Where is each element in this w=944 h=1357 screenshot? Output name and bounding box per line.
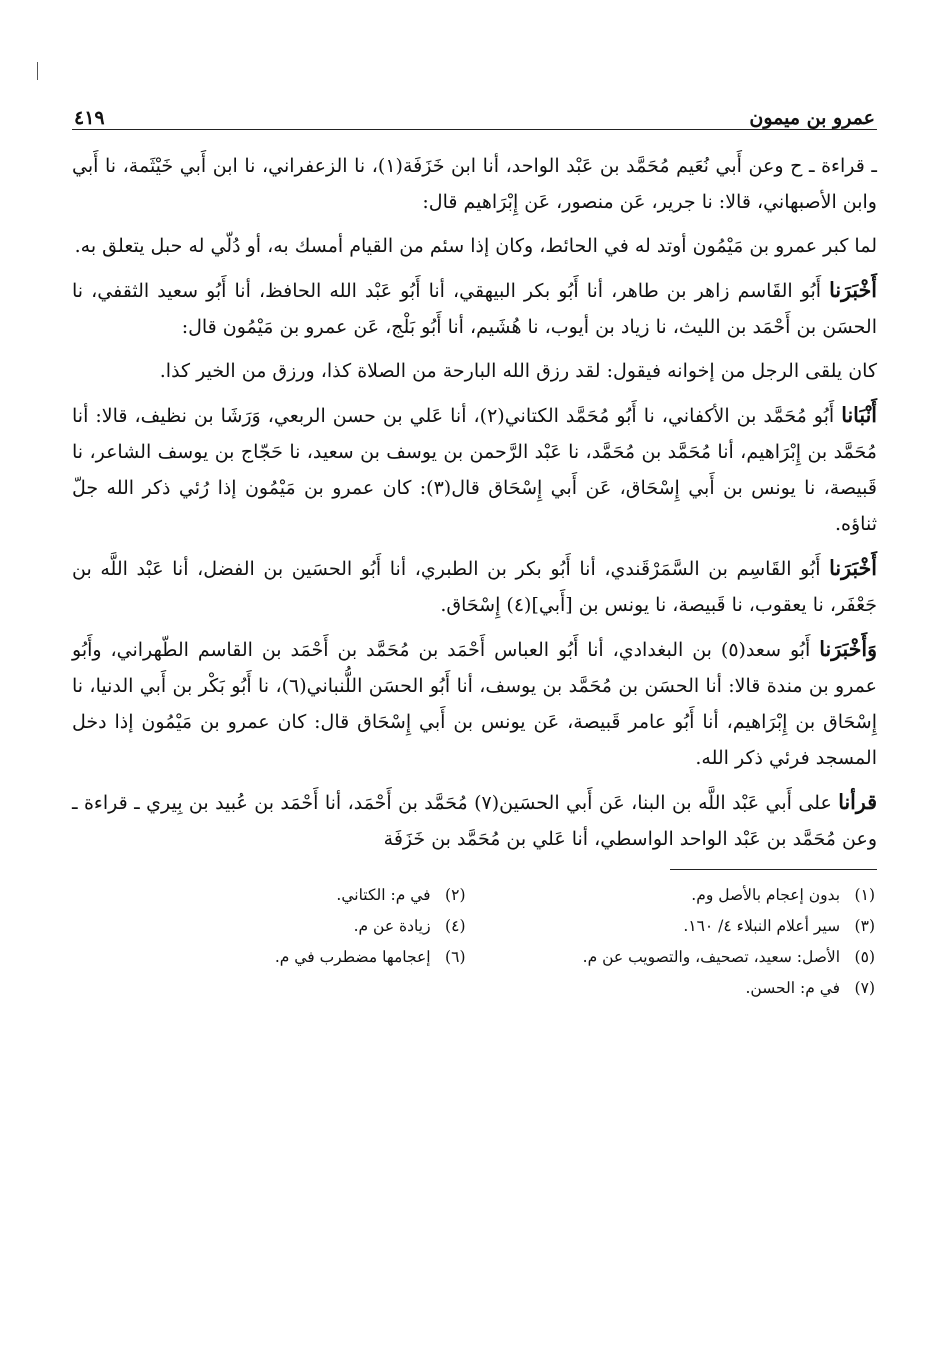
paragraph-text: أَبُو القَاسم زاهر بن طاهر، أنا أَبُو بكر البيهقي، أنا أَبُو عَبْد الله الحافظ، أنا أَبُو سعيد الثقفي، نا الحسَن بن أَحْمَد بن الليث، نا زياد بن أيوب، نا هُشَيم، أنا أَبُو بَلْج، عَن عمرو بن مَيْمُون قال:: [72, 280, 877, 338]
paragraph-2: [72, 228, 877, 264]
paragraph-text: أَبُو سعد(٥) بن البغدادي، أنا أَبُو العباس أَحْمَد بن مُحَمَّد بن أَحْمَد بن القاسم الطّهراني، وأَبُو عمرو بن مندة قالا: أنا الحسَن بن مُحَمَّد بن يوسف، أنا أَبُو الحسَن اللُّنباني(٦)، نا أَبُو بَكْر بن أَبي الدنيا، نا إِسْحَاق بن إِبْرَاهيم، أنا أَبُو عامر قَبيصة، عَن يونس بن أَبي إِسْحَاق قال: كان عمرو بن مَيْمُون إذا دخل المسجد فرئي ذكر الله.: [72, 639, 878, 769]
paragraph-lead-word: وَأَخْبَرَنا: [819, 637, 877, 661]
footnote-text: إعجامها مضطرب في م.: [274, 948, 431, 966]
paragraph-lead-word: أَنْبَانا: [841, 403, 878, 427]
footnote-text: زيادة عن م.: [353, 917, 431, 935]
footnote-3: [482, 913, 876, 940]
footnotes: [72, 882, 877, 1002]
scan-edge-mark: [37, 62, 38, 80]
footnote-text: في م: الحسن.: [745, 979, 841, 997]
paragraph-text: أَبُو القَاسِم بن السَّمَرْقَندي، أنا أَبُو بكر بن الطبري، أنا أَبُو الحسَين بن الفضل، أنا عَبْد اللَّه بن جَعْفَر، نا يعقوب، نا قَبيصة، نا يونس بن [أَبي](٤) إِسْحَاق.: [72, 558, 877, 616]
footnote-number: (٤): [445, 917, 466, 935]
footnote-2: [72, 882, 466, 909]
footnote-separator: [670, 869, 877, 870]
footnote-4: [72, 913, 466, 940]
footnote-text: سير أعلام النبلاء ٤/ ١٦٠.: [683, 917, 841, 935]
paragraph-lead-word: أَخْبَرَنا: [829, 278, 877, 302]
paragraph-text: أَبُو مُحَمَّد بن الأكفاني، نا أَبُو مُحَمَّد الكتاني(٢)، أنا عَلي بن حسن الربعي، وَرَشَا بن نظيف، قالا: أنا مُحَمَّد بن إِبْرَاهيم، أنا مُحَمَّد بن مُحَمَّد، نا عَبْد الرَّحمن بن يوسف بن سعيد، نا حَجّاج بن يوسف الشاعر، نا قَبيصة، نا يونس بن أَبي إِسْحَاق، عَن أَبي إِسْحَاق قال(٣): كان عمرو بن مَيْمُون إذا رُئي ذكر الله جلّ ثناؤه.: [72, 405, 877, 535]
paragraph-lead-word: قرأنا: [838, 790, 877, 814]
footnote-number: (٦): [445, 948, 466, 966]
paragraph-3: [72, 272, 877, 345]
running-title: عمرو بن ميمون: [749, 107, 875, 129]
paragraph-text: كان يلقى الرجل من إخوانه فيقول: لقد رزق الله البارحة من الصلاة كذا، ورزق من الخير كذا.: [159, 360, 877, 382]
page-number: ٤١٩: [74, 107, 105, 129]
paragraph-1: [72, 148, 877, 220]
footnote-text: بدون إعجام بالأصل وم.: [691, 886, 841, 904]
paragraph-8: [72, 784, 877, 857]
footnote-number: (١): [854, 886, 875, 904]
paragraph-6: [72, 550, 877, 623]
page-header: [72, 95, 877, 130]
footnote-text: في م: الكتاني.: [336, 886, 431, 904]
paragraph-text: ـ قراءة ـ ح وعن أَبي نُعَيم مُحَمَّد بن عَبْد الواحد، أنا ابن خَزَفَة(١)، نا الزعفراني، نا ابن أَبي خَيْثَمة، نا أَبي وابن الأصبهاني، قالا: نا جرير، عَن منصور، عَن إِبْرَاهيم قال:: [72, 155, 877, 213]
footnote-number: (٥): [854, 948, 875, 966]
book-page: [72, 95, 877, 1002]
footnote-text: الأصل: سعيد، تصحيف، والتصويب عن م.: [582, 948, 841, 966]
footnote-number: (٣): [854, 917, 875, 935]
paragraph-7: [72, 631, 877, 776]
footnote-number: (٢): [445, 886, 466, 904]
footnote-5: [482, 944, 876, 971]
footnote-1: [482, 882, 876, 909]
paragraph-text: لما كبر عمرو بن مَيْمُون أوتد له في الحائط، وكان إذا سئم من القيام أمسك به، أو دُلّي له حبل يتعلق به.: [74, 235, 877, 257]
paragraph-4: [72, 353, 877, 389]
page-body: [72, 148, 877, 857]
paragraph-lead-word: أَخْبَرَنا: [829, 556, 877, 580]
paragraph-text: على أَبي عَبْد اللَّه بن البنا، عَن أَبي الحسَين(٧) مُحَمَّد بن أَحْمَد، أنا أَحْمَد بن عُبيد بن بِيري ـ قراءة ـ وعن مُحَمَّد بن عَبْد الواحد الواسطي، أنا عَلي بن مُحَمَّد بن خَزَفَة: [72, 792, 877, 850]
footnote-number: (٧): [854, 979, 875, 997]
footnote-6: [72, 944, 466, 971]
footnote-7: [482, 975, 876, 1002]
paragraph-5: [72, 397, 877, 542]
